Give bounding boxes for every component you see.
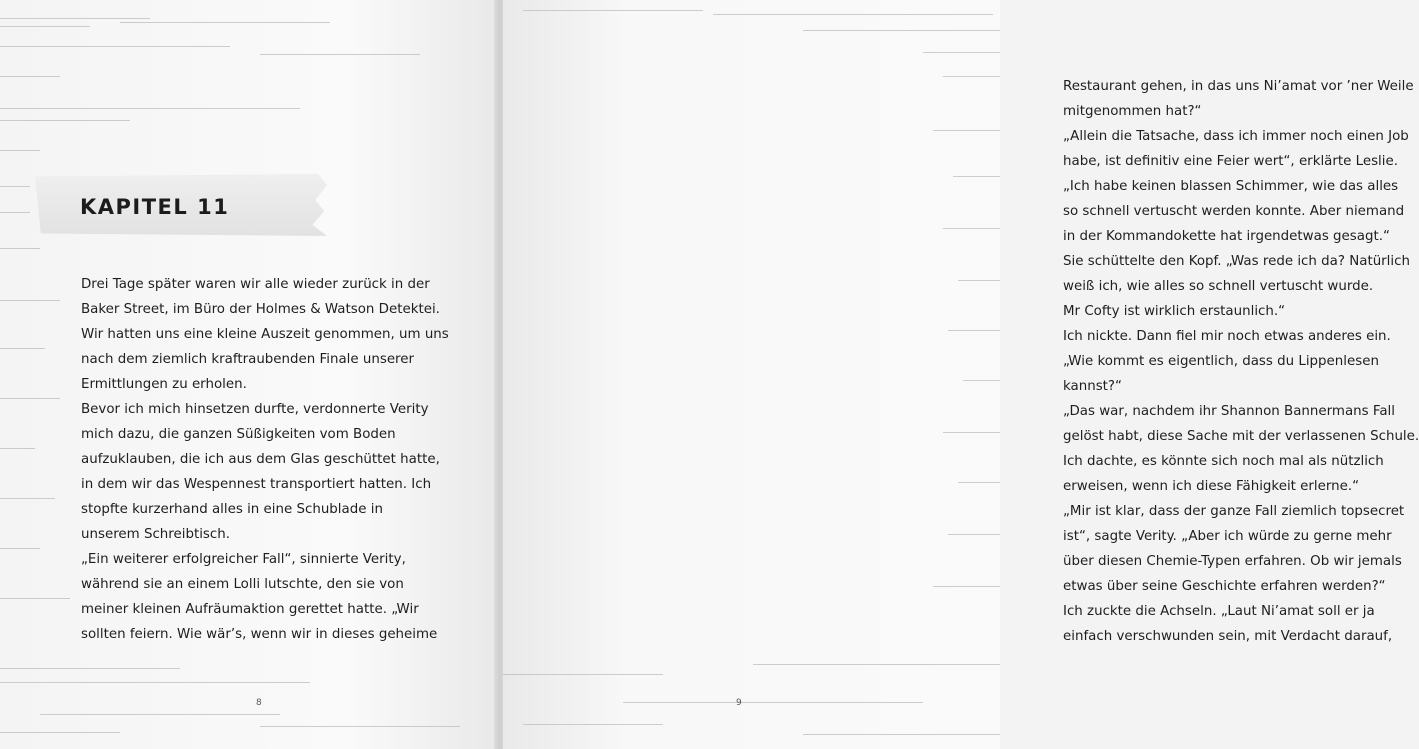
text-line: gelöst habt, diese Sache mit der verlassenen Schule. — [1063, 429, 1419, 444]
text-line: meiner kleinen Aufräumaktion gerettet hatte. „Wir — [81, 602, 419, 617]
text-line: „Ich habe keinen blassen Schimmer, wie das alles — [1063, 179, 1399, 194]
text-line: weiß ich, wie alles so schnell vertuscht wurde. — [1063, 279, 1374, 294]
text-line: Mr Cofty ist wirklich erstaunlich.“ — [1063, 304, 1286, 319]
left-page — [0, 0, 497, 749]
text-line: erweisen, wenn ich diese Fähigkeit erlerne.“ — [1063, 479, 1360, 494]
text-line: „Ein weiterer erfolgreicher Fall“, sinnierte Verity, — [81, 552, 406, 567]
text-line: während sie an einem Lolli lutschte, den sie von — [81, 577, 404, 592]
text-line: unserem Schreibtisch. — [81, 527, 231, 542]
right-page-text — [1063, 74, 1419, 649]
text-line: mich dazu, die ganzen Süßigkeiten vom Boden — [81, 427, 396, 442]
right-page — [503, 0, 1419, 749]
text-line: Ich nickte. Dann fiel mir noch etwas anderes ein. — [1063, 329, 1391, 344]
text-line: „Das war, nachdem ihr Shannon Bannermans Fall — [1063, 404, 1395, 419]
text-line: Wir hatten uns eine kleine Auszeit genommen, um uns — [81, 327, 449, 342]
chapter-heading: KAPITEL 11 — [80, 195, 230, 219]
text-line: Restaurant gehen, in das uns Ni’amat vor ’ner Weile — [1063, 79, 1414, 94]
text-line: habe, ist definitiv eine Feier wert“, erklärte Leslie. — [1063, 154, 1398, 169]
text-line: über diesen Chemie-Typen erfahren. Ob wir jemals — [1063, 554, 1402, 569]
text-line: Ich zuckte die Achseln. „Laut Ni’amat soll er ja — [1063, 604, 1375, 619]
left-page-text — [81, 272, 449, 647]
text-line: Ermittlungen zu erholen. — [81, 377, 247, 392]
text-line: Drei Tage später waren wir alle wieder zurück in der — [81, 277, 430, 292]
text-line: so schnell vertuscht werden konnte. Aber niemand — [1063, 204, 1405, 219]
text-line: Ich dachte, es könnte sich noch mal als nützlich — [1063, 454, 1384, 469]
text-line: Bevor ich mich hinsetzen durfte, verdonnerte Verity — [81, 402, 429, 417]
text-line: ist“, sagte Verity. „Aber ich würde zu gerne mehr — [1063, 529, 1392, 544]
text-line: „Wie kommt es eigentlich, dass du Lippenlesen — [1063, 354, 1379, 369]
text-line: in der Kommandokette hat irgendetwas gesagt.“ — [1063, 229, 1390, 244]
text-line: aufzuklauben, die ich aus dem Glas geschüttet hatte, — [81, 452, 440, 467]
text-line: etwas über seine Geschichte erfahren werden?“ — [1063, 579, 1386, 594]
text-line: „Allein die Tatsache, dass ich immer noch einen Job — [1063, 129, 1409, 144]
text-line: mitgenommen hat?“ — [1063, 104, 1202, 119]
text-line: in dem wir das Wespennest transportiert hatten. Ich — [81, 477, 432, 492]
text-line: stopfte kurzerhand alles in eine Schublade in — [81, 502, 383, 517]
text-line: Sie schüttelte den Kopf. „Was rede ich da? Natürlich — [1063, 254, 1410, 269]
text-line: einfach verschwunden sein, mit Verdacht darauf, — [1063, 629, 1393, 644]
text-line: Baker Street, im Büro der Holmes & Watson Detektei. — [81, 302, 440, 317]
text-line: „Mir ist klar, dass der ganze Fall ziemlich topsecret — [1063, 504, 1405, 519]
page-number-right: 9 — [736, 698, 742, 708]
ruled-lines-right — [503, 0, 1000, 749]
text-line: sollten feiern. Wie wär’s, wenn wir in dieses geheime — [81, 627, 438, 642]
text-line: nach dem ziemlich kraftraubenden Finale unserer — [81, 352, 415, 367]
page-number-left: 8 — [256, 698, 262, 708]
text-line: kannst?“ — [1063, 379, 1122, 394]
